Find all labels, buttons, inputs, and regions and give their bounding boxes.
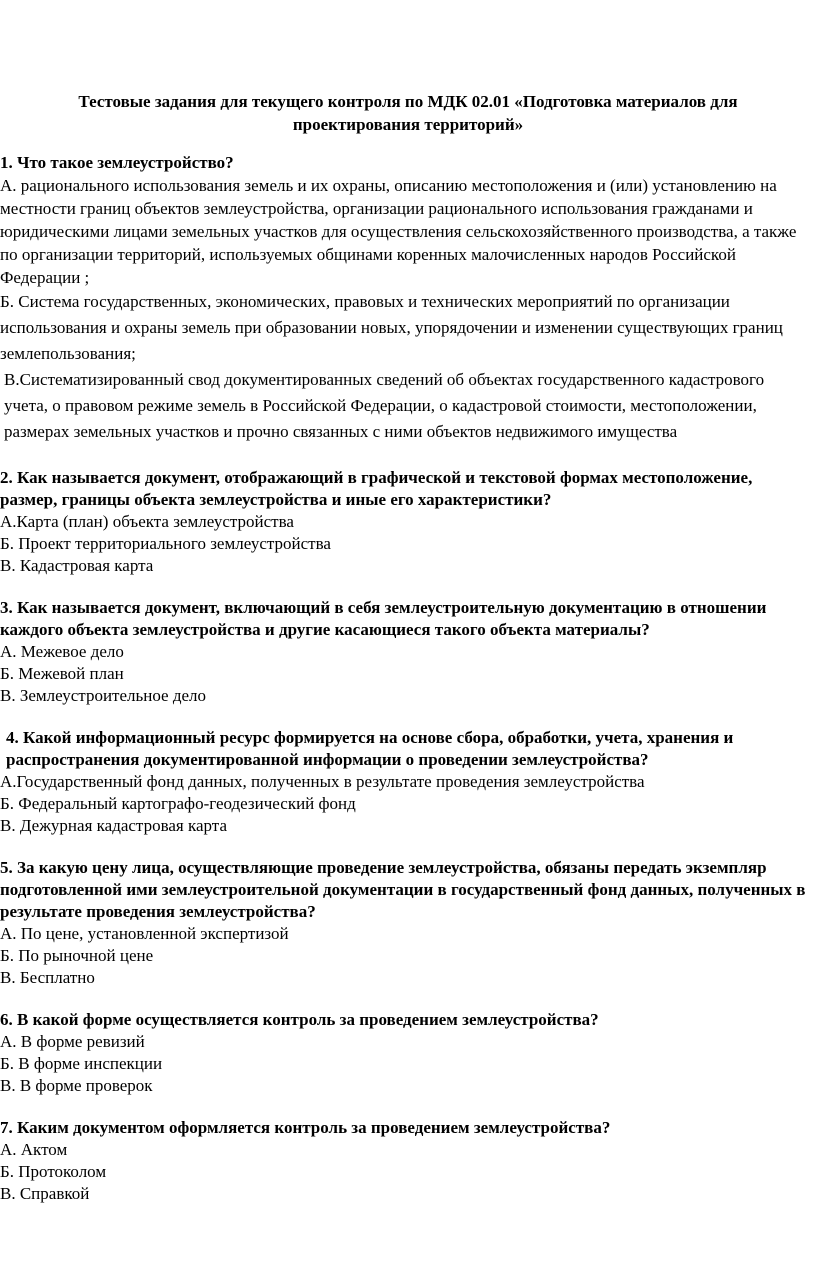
answer-b: Б. В форме инспекции xyxy=(0,1054,163,1073)
answer-c: В. Дежурная кадастровая карта xyxy=(0,816,227,835)
question-text: 5. За какую цену лица, осуществляющие проведение землеустройства, обязаны передать экземпляр подготовленной ими землеустроительной документации в государственный фонд данных, полученных в результате проведения землеустройства? xyxy=(0,858,806,921)
answer-b: Б. Проект территориального землеустройства xyxy=(0,534,331,553)
question-text: 1. Что такое землеустройство? xyxy=(0,153,234,172)
answer-a: А.Карта (план) объекта землеустройства xyxy=(0,512,294,531)
answer-b: Б. Межевой план xyxy=(0,664,124,683)
question-text: 3. Как называется документ, включающий в себя землеустроительную документацию в отношении каждого объекта землеустройства и другие касающиеся такого объекта материалы? xyxy=(0,598,767,639)
answer-c: В. В форме проверок xyxy=(0,1076,153,1095)
answer-c: В. Кадастровая карта xyxy=(0,556,154,575)
question-1 xyxy=(0,152,812,445)
document-title: Тестовые задания для текущего контроля по МДК 02.01 «Подготовка материалов для проектирования территорий» xyxy=(78,92,738,134)
question-text: 2. Как называется документ, отображающий в графической и текстовой формах местоположение, размер, границы объекта землеустройства и иные его характеристики? xyxy=(0,468,753,509)
answer-a: А. рационального использования земель и их охраны, описанию местоположения и (или) установлению на местности границ объектов землеустройства, организации рационального использования гражданами и юридическими лицами земельных участков для осуществления сельскохозяйственного производства, а также по организации территорий, используемых общинами коренных малочисленных народов Российской Федерации ; xyxy=(0,176,797,287)
question-text: 6. В какой форме осуществляется контроль за проведением землеустройства? xyxy=(0,1010,599,1029)
answer-c: В.Систематизированный свод документированных сведений об объектах государственного кадастрового учета, о правовом режиме земель в Российской Федерации, о кадастровой стоимости, местоположении, размерах земельных участков и прочно связанных с ними объектов недвижимого имущества xyxy=(4,370,765,441)
answer-a: А.Государственный фонд данных, полученных в результате проведения землеустройства xyxy=(0,772,645,791)
question-3 xyxy=(0,597,812,707)
answer-a: А. Актом xyxy=(0,1140,68,1159)
questions-list xyxy=(0,152,812,1225)
question-text: 7. Каким документом оформляется контроль за проведением землеустройства? xyxy=(0,1118,611,1137)
answer-c: В. Бесплатно xyxy=(0,968,95,987)
question-2 xyxy=(0,467,812,577)
answer-c: В. Справкой xyxy=(0,1184,90,1203)
answer-a: А. Межевое дело xyxy=(0,642,124,661)
question-text: 4. Какой информационный ресурс формируется на основе сбора, обработки, учета, хранения и распространения документированной информации о проведении землеустройства? xyxy=(6,728,734,769)
question-5 xyxy=(0,857,812,989)
answer-a: А. В форме ревизий xyxy=(0,1032,145,1051)
answer-b: Б. Федеральный картографо-геодезический фонд xyxy=(0,794,356,813)
answer-b: Б. Система государственных, экономических, правовых и технических мероприятий по организации использования и охраны земель при образовании новых, упорядочении и изменении существующих границ землепользования; xyxy=(0,292,783,363)
answer-a: А. По цене, установленной экспертизой xyxy=(0,924,289,943)
answer-c: В. Землеустроительное дело xyxy=(0,686,207,705)
question-7 xyxy=(0,1117,812,1205)
answer-b: Б. По рыночной цене xyxy=(0,946,154,965)
question-6 xyxy=(0,1009,812,1097)
answer-b: Б. Протоколом xyxy=(0,1162,107,1181)
question-4 xyxy=(0,727,812,837)
